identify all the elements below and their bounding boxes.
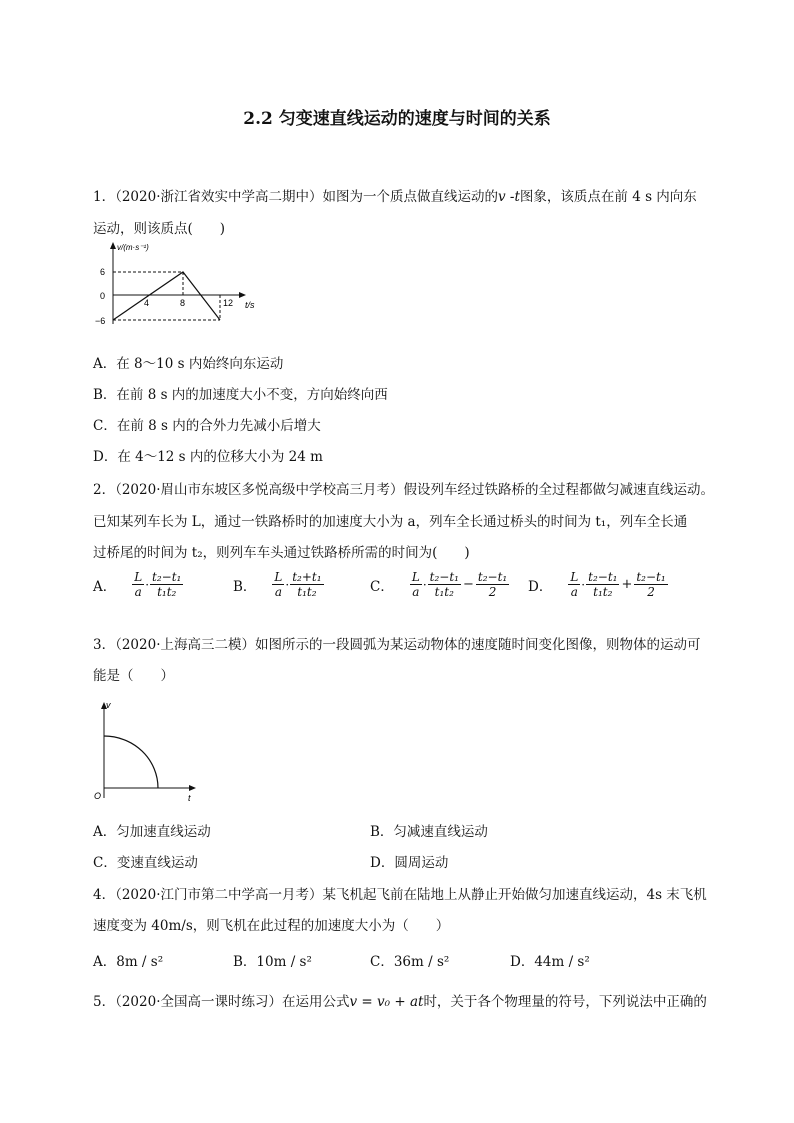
- q2-option-d-label: D．: [528, 578, 553, 595]
- fraction: $\frac{\text{t₂−t₁}}{\text{t₁t₂}}$: [588, 570, 618, 599]
- q3-option-a[interactable]: A．匀加速直线运动: [93, 824, 211, 840]
- q1-graph-xtick-12: 12: [223, 298, 234, 308]
- q5-formula: v = v₀ + at: [349, 994, 424, 1010]
- q4-stem-line1: 4．（2020·江门市第二中学高一月考）某飞机起飞前在陆地上从静止开始做匀加速直线运动，4s 末飞机: [93, 887, 707, 903]
- q1-graph-ylabel: v/(m·s⁻¹): [117, 243, 149, 252]
- q1-vt-graph: [95, 240, 265, 340]
- q4-stem-line2: 速度变为 40m/s，则飞机在此过程的加速度大小为（ ）: [93, 918, 450, 934]
- q1-vt-symbol: v -t: [498, 189, 520, 205]
- q3-option-d[interactable]: D．圆周运动: [370, 855, 449, 871]
- q4-option-b[interactable]: B．10m / s²: [233, 954, 312, 970]
- fraction: $\frac{\text{t₂−t₁}}{\text{t₁t₂}}$: [152, 570, 182, 599]
- q3-stem-line1: 3．（2020·上海高三二模）如图所示的一段圆弧为某运动物体的速度随时间变化图像，则物体的运动可: [93, 637, 701, 653]
- q1-graph-ytick-neg6: −6: [95, 316, 106, 326]
- q3-graph-origin: O: [94, 791, 102, 801]
- q3-stem-line2: 能是（ ）: [93, 668, 174, 684]
- fraction: $\frac{L}{a}$: [274, 570, 283, 599]
- page-title: 2.2 匀变速直线运动的速度与时间的关系: [243, 109, 551, 129]
- fraction: $\frac{L}{a}$: [134, 570, 143, 599]
- q5-stem-line1: [93, 990, 707, 1010]
- q1-stem-text-b: 图象，该质点在前 4 s 内向东: [519, 189, 697, 205]
- q2-stem-line2: 已知某列车长为 L，通过一铁路桥时的加速度大小为 a，列车全长通过桥头的时间为 t₁，列车全长通: [93, 514, 688, 530]
- q2-stem-line3: 过桥尾的时间为 t₂，则列车车头通过铁路桥所需的时间为( ): [93, 545, 470, 561]
- q3-vt-graph: [92, 700, 202, 810]
- q3-graph-ylabel: v: [106, 700, 111, 710]
- q1-stem-text: 1．（2020·浙江省效实中学高二期中）如图为一个质点做直线运动的: [93, 189, 498, 205]
- q2-option-c[interactable]: C． $\frac{L}{a}$ · $\frac{\text{t₂−t₁}}{\text{t₁t₂}}$ − $\frac{\text{t₂−t₁}}{2}$: [370, 570, 508, 599]
- q1-option-d[interactable]: D．在 4～12 s 内的位移大小为 24 m: [93, 449, 323, 465]
- q2-option-d[interactable]: D． $\frac{L}{a}$ · $\frac{\text{t₂−t₁}}{\text{t₁t₂}}$ + $\frac{\text{t₂−t₁}}{2}$: [528, 570, 666, 599]
- q4-option-d[interactable]: D．44m / s²: [510, 954, 590, 970]
- q4-option-c[interactable]: C．36m / s²: [370, 954, 450, 970]
- q5-stem-text: 5．（2020·全国高一课时练习）在运用公式: [93, 994, 350, 1010]
- fraction: $\frac{\text{t₂−t₁}}{2}$: [477, 570, 508, 599]
- q5-stem-text-b: 时，关于各个物理量的符号，下列说法中正确的: [423, 994, 707, 1010]
- fraction: $\frac{L}{a}$: [570, 570, 579, 599]
- q1-graph-xlabel: t/s: [245, 300, 255, 310]
- q1-graph-xtick-4: 4: [144, 298, 150, 308]
- q1-option-b[interactable]: B．在前 8 s 内的加速度大小不变，方向始终向西: [93, 387, 388, 403]
- q1-stem-line1: [93, 185, 697, 205]
- q1-graph-ytick-6: 6: [100, 267, 106, 277]
- q2-option-b[interactable]: B． $\frac{L}{a}$ · $\frac{\text{t₂+t₁}}{\text{t₁t₂}}$: [233, 570, 322, 599]
- fraction: $\frac{\text{t₂+t₁}}{\text{t₁t₂}}$: [292, 570, 322, 599]
- q3-option-b[interactable]: B．匀减速直线运动: [370, 824, 488, 840]
- q3-graph-xlabel: t: [188, 793, 191, 803]
- q1-graph-ytick-0: 0: [100, 291, 106, 301]
- q1-stem-line2: 运动，则该质点( ): [93, 221, 226, 237]
- fraction: $\frac{\text{t₂−t₁}}{\text{t₁t₂}}$: [429, 570, 459, 599]
- q2-option-b-label: B．: [233, 578, 257, 595]
- fraction: $\frac{\text{t₂−t₁}}{2}$: [636, 570, 666, 599]
- q2-stem-line1: 2．（2020·眉山市东坡区多悦高级中学校高三月考）假设列车经过铁路桥的全过程都做匀减速直线运动。: [93, 482, 714, 498]
- q1-option-a[interactable]: A．在 8～10 s 内始终向东运动: [93, 356, 284, 372]
- q1-option-c[interactable]: C．在前 8 s 内的合外力先减小后增大: [93, 418, 321, 434]
- q3-option-c[interactable]: C．变速直线运动: [93, 855, 198, 871]
- fraction: $\frac{L}{a}$: [411, 570, 420, 599]
- q2-option-c-label: C．: [370, 578, 394, 595]
- q1-graph-xtick-8: 8: [180, 298, 186, 308]
- q4-option-a[interactable]: A．8m / s²: [93, 954, 164, 970]
- q2-option-a[interactable]: A． $\frac{L}{a}$ · $\frac{\text{t₂−t₁}}{\text{t₁t₂}}$: [93, 570, 182, 599]
- q2-option-a-label: A．: [93, 578, 117, 595]
